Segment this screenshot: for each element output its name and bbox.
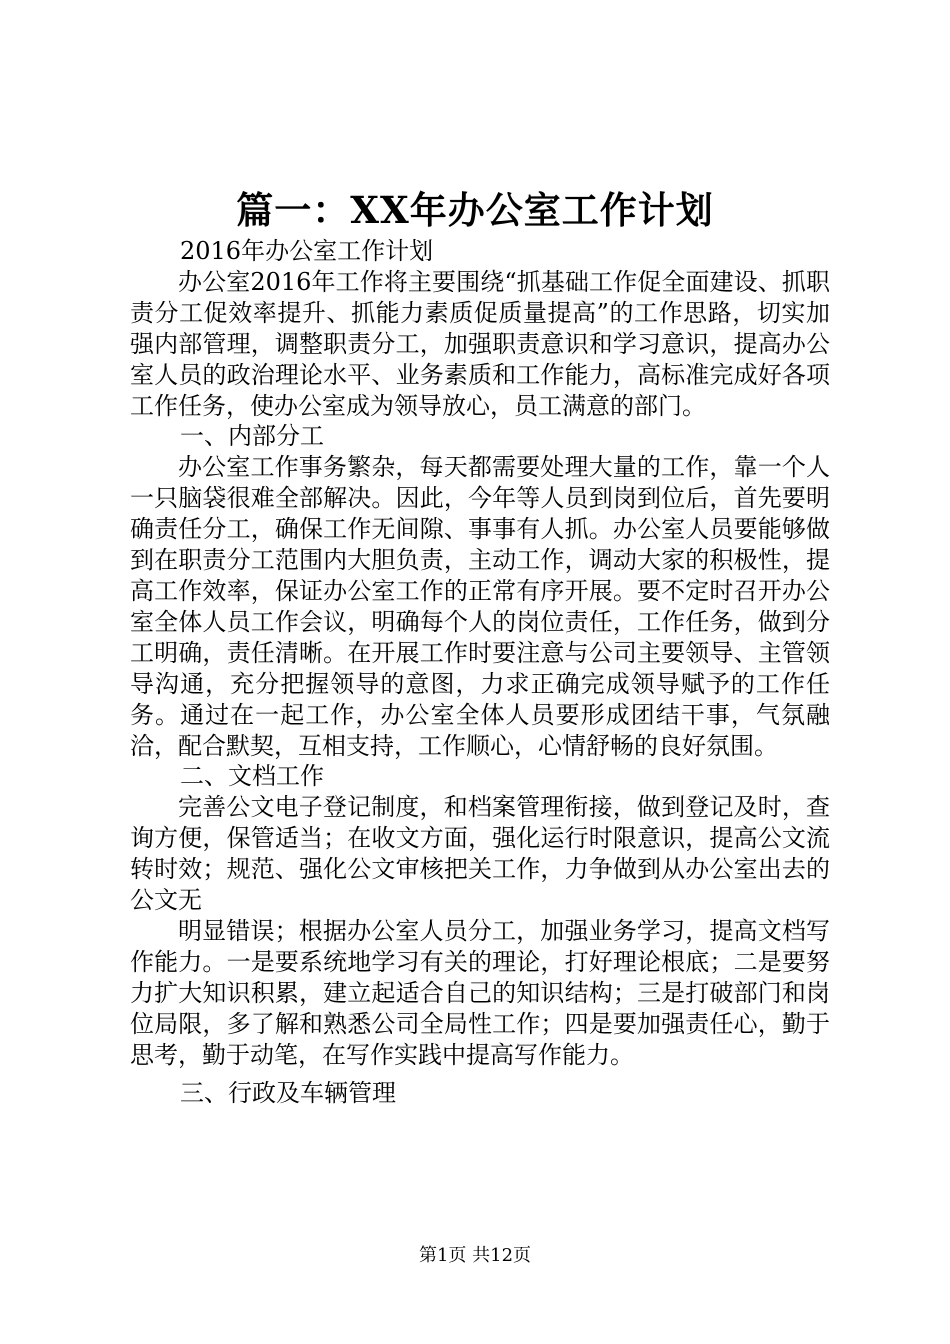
- document-subtitle: 2016年办公室工作计划: [180, 237, 434, 265]
- page-number-footer: 第1页 共12页: [418, 1245, 532, 1266]
- section-heading-internal-division: 一、内部分工: [180, 422, 324, 451]
- document-work-paragraph-2: 明显错误；根据办公室人员分工，加强业务学习，提高文档写作能力。一是要系统地学习有关的理论，打好理论根底；二是要努力扩大知识积累，建立起适合自己的知识结构；三是打破部门和岗位局限，多了解和熟悉公司全局性工作；四是要加强责任心，勤于思考，勤于动笔，在写作实践中提高写作能力。: [130, 916, 830, 1069]
- intro-paragraph: 办公室2016年工作将主要围绕“抓基础工作促全面建设、抓职责分工促效率提升、抓能力素质促质量提高”的工作思路，切实加强内部管理，调整职责分工，加强职责意识和学习意识，提高办公室人员的政治理论水平、业务素质和工作能力，高标准完成好各项工作任务，使办公室成为领导放心，员工满意的部门。: [130, 267, 830, 420]
- internal-division-paragraph: 办公室工作事务繁杂，每天都需要处理大量的工作，靠一个人一只脑袋很难全部解决。因此，今年等人员到岗到位后，首先要明确责任分工，确保工作无间隙、事事有人抓。办公室人员要能够做到在职责分工范围内大胆负责，主动工作，调动大家的积极性，提高工作效率，保证办公室工作的正常有序开展。要不定时召开办公室全体人员工作会议，明确每个人的岗位责任，工作任务，做到分工明确，责任清晰。在开展工作时要注意与公司主要领导、主管领导沟通，充分把握领导的意图，力求正确完成领导赋予的工作任务。通过在一起工作，办公室全体人员要形成团结干事，气氛融洽，配合默契，互相支持，工作顺心，心情舒畅的良好氛围。: [130, 453, 830, 760]
- document-body: [130, 236, 830, 1109]
- document-work-paragraph-1: 完善公文电子登记制度，和档案管理衔接，做到登记及时，查询方便，保管适当；在收文方面，强化运行时限意识，提高公文流转时效；规范、强化公文审核把关工作，力争做到从办公室出去的公文无: [130, 793, 830, 915]
- document-title: 篇一：XX年办公室工作计划: [236, 188, 714, 232]
- section-heading-admin-vehicle: 三、行政及车辆管理: [180, 1079, 396, 1108]
- section-heading-document-work: 二、文档工作: [180, 762, 324, 791]
